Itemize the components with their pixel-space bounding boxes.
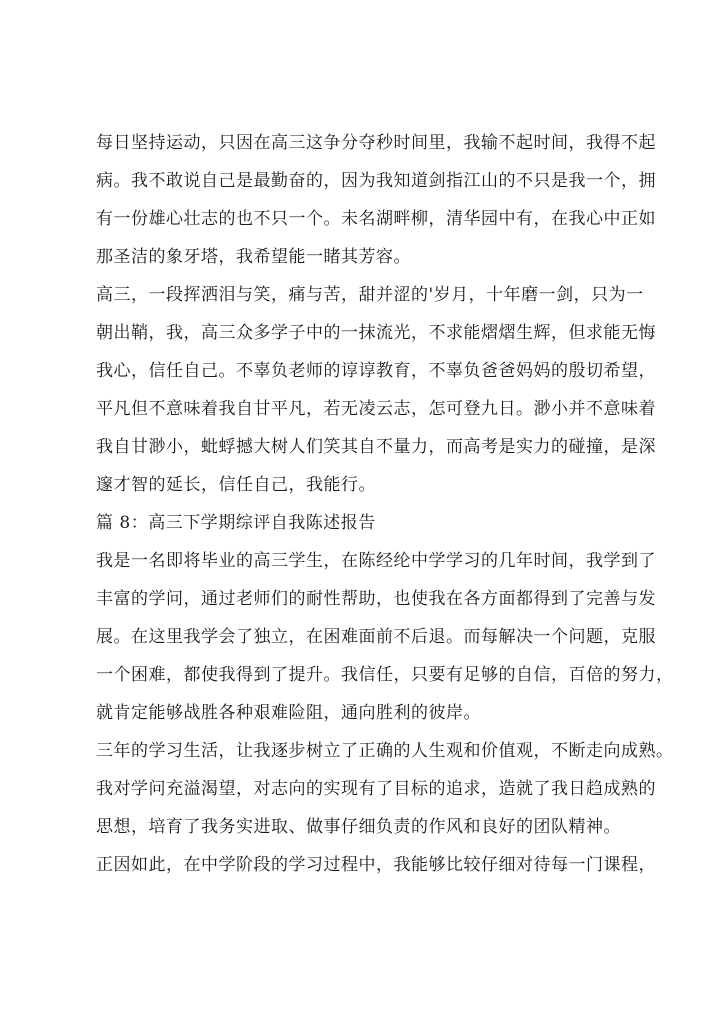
paragraph-line: 三年的学习生活，让我逐步树立了正确的人生观和价值观，不断走向成熟。 (96, 741, 674, 761)
paragraph-line: 平凡但不意味着我自甘平凡，若无凌云志，怎可登九日。渺小并不意味着 (96, 399, 656, 419)
paragraph-line: 正因如此，在中学阶段的学习过程中，我能够比较仔细对待每一门课程， (96, 855, 656, 875)
paragraph-line: 就肯定能够战胜各种艰难险阻，通向胜利的彼岸。 (96, 703, 481, 723)
paragraph-line: 那圣洁的象牙塔，我希望能一睹其芳容。 (96, 247, 411, 267)
paragraph-line: 一个困难，都使我得到了提升。我信任，只要有足够的自信，百倍的努力， (96, 665, 674, 685)
section-heading: 篇 8：高三下学期综评自我陈述报告 (96, 513, 376, 533)
paragraph-line: 我自甘渺小，蚍蜉撼大树人们笑其自不量力，而高考是实力的碰撞，是深 (96, 437, 656, 457)
paragraph-line: 我对学问充溢渴望，对志向的实现有了目标的追求，造就了我日趋成熟的 (96, 779, 656, 799)
paragraph-line: 丰富的学问，通过老师们的耐性帮助，也使我在各方面都得到了完善与发 (96, 589, 656, 609)
paragraph-line: 邃才智的延长，信任自己，我能行。 (96, 475, 376, 495)
paragraph-line: 高三，一段挥洒泪与笑，痛与苦，甜并涩的'岁月，十年磨一剑，只为一 (96, 285, 644, 305)
paragraph-line: 有一份雄心壮志的也不只一个。未名湖畔柳，清华园中有，在我心中正如 (96, 209, 656, 229)
paragraph-line: 病。我不敢说自己是最勤奋的，因为我知道剑指江山的不只是我一个，拥 (96, 171, 656, 191)
paragraph-line: 朝出鞘，我，高三众多学子中的一抹流光，不求能熠熠生辉，但求能无悔 (96, 323, 656, 343)
paragraph-line: 展。在这里我学会了独立，在困难面前不后退。而每解决一个问题，克服 (96, 627, 656, 647)
paragraph-line: 我心，信任自己。不辜负老师的谆谆教育，不辜负爸爸妈妈的殷切希望， (96, 361, 656, 381)
paragraph-line: 思想，培育了我务实进取、做事仔细负责的作风和良好的团队精神。 (96, 817, 621, 837)
paragraph-line: 我是一名即将毕业的高三学生，在陈经纶中学学习的几年时间，我学到了 (96, 551, 656, 571)
paragraph-line: 每日坚持运动，只因在高三这争分夺秒时间里，我输不起时间，我得不起 (96, 133, 656, 153)
document-body (96, 128, 716, 888)
